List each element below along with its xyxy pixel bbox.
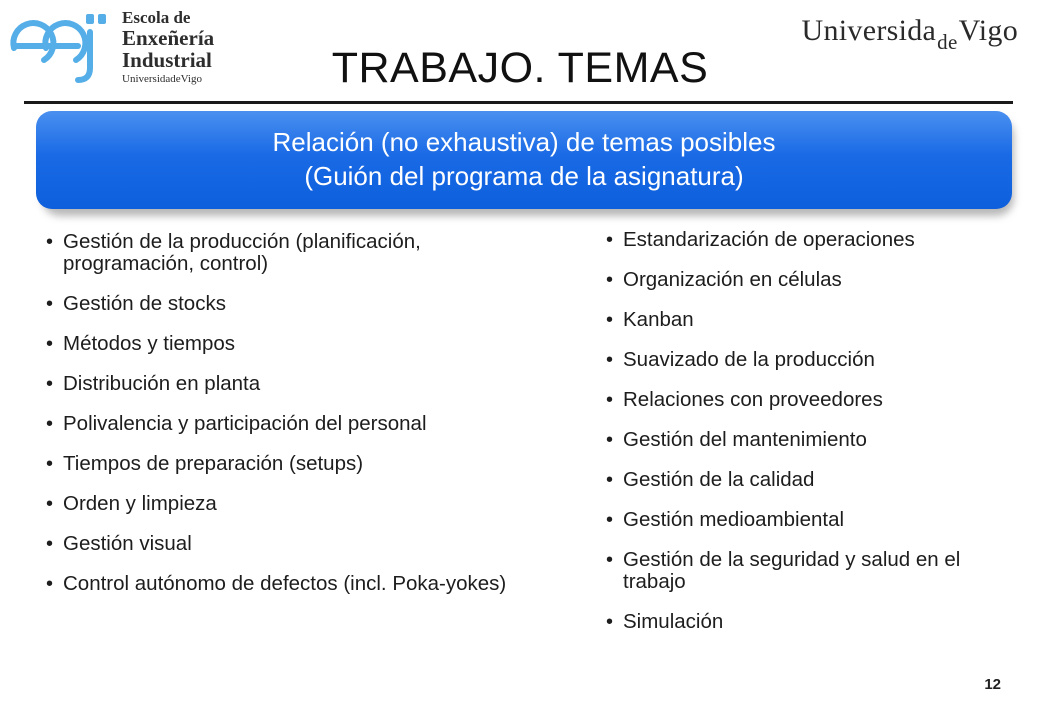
university-logo-part3: Vigo <box>958 14 1018 47</box>
topic-item <box>606 308 1013 331</box>
bullet-icon: • <box>46 293 54 315</box>
topic-text: Organización en células <box>623 268 842 291</box>
topic-text: Gestión medioambiental <box>623 508 845 531</box>
topic-text: Distribución en planta <box>63 372 261 395</box>
school-logo-line2: Enxeñería <box>122 26 215 50</box>
topic-item <box>46 492 543 515</box>
topic-item <box>46 412 543 435</box>
bullet-icon: • <box>606 549 614 571</box>
topic-text: Control autónomo de defectos (incl. Poka-yokes) <box>63 572 507 595</box>
topic-text: Tiempos de preparación (setups) <box>63 452 364 475</box>
topic-item <box>46 230 543 275</box>
slide-title: TRABAJO. TEMAS <box>331 44 709 92</box>
topic-text: Gestión del mantenimiento <box>623 428 867 451</box>
topic-text: Relaciones con proveedores <box>623 388 883 411</box>
topic-text: Gestión de la seguridad y salud en el trabajo <box>623 548 961 593</box>
topic-item <box>606 428 1013 451</box>
school-logo-line4: UniversidadeVigo <box>122 73 202 85</box>
topic-item <box>46 572 543 595</box>
bullet-icon: • <box>46 533 54 555</box>
school-logo-line1: Escola de <box>122 8 191 27</box>
topic-item <box>606 228 1013 251</box>
bullet-icon: • <box>606 269 614 291</box>
university-logo-part1: Universida <box>801 14 937 47</box>
bullet-icon: • <box>46 373 54 395</box>
topic-item <box>46 452 543 475</box>
topic-item <box>606 508 1013 531</box>
bullet-icon: • <box>46 573 54 595</box>
topic-item <box>606 468 1013 491</box>
bullet-icon: • <box>606 389 614 411</box>
topic-item <box>606 348 1013 371</box>
topic-text: Estandarización de operaciones <box>623 228 915 251</box>
topic-item <box>46 332 543 355</box>
topic-item <box>606 610 1013 633</box>
topic-text: Polivalencia y participación del personal <box>63 412 427 435</box>
bullet-icon: • <box>606 509 614 531</box>
right-topic-list <box>606 228 1013 651</box>
bullet-icon: • <box>606 469 614 491</box>
topic-text: Gestión de la producción (planificación, programación, control) <box>63 230 421 275</box>
bullet-icon: • <box>606 309 614 331</box>
title-divider <box>24 101 1013 104</box>
bullet-icon: • <box>606 349 614 371</box>
bullet-icon: • <box>46 413 54 435</box>
topic-text: Orden y limpieza <box>63 492 217 515</box>
topic-item <box>606 388 1013 411</box>
university-logo <box>801 14 1018 54</box>
bullet-icon: • <box>606 429 614 451</box>
bullet-icon: • <box>606 611 614 633</box>
topic-text: Métodos y tiempos <box>63 332 236 355</box>
banner-line2: (Guión del programa de la asignatura) <box>304 161 744 191</box>
topic-text: Gestión visual <box>63 532 192 555</box>
bullet-icon: • <box>46 231 54 253</box>
topic-item <box>46 532 543 555</box>
bullet-icon: • <box>46 493 54 515</box>
left-topic-list <box>46 230 543 613</box>
school-logo-line3: Industrial <box>122 48 212 72</box>
topic-item <box>606 268 1013 291</box>
bullet-icon: • <box>46 453 54 475</box>
bullet-icon: • <box>46 333 54 355</box>
banner-line1: Relación (no exhaustiva) de temas posibles <box>272 127 776 157</box>
page-number: 12 <box>984 676 1001 693</box>
topic-text: Kanban <box>623 308 694 331</box>
topic-text: Gestión de stocks <box>63 292 226 315</box>
topic-item <box>606 548 1013 593</box>
topics-banner <box>36 111 1012 209</box>
topic-item <box>46 372 543 395</box>
university-logo-part2: de <box>937 30 958 54</box>
topic-text: Simulación <box>623 610 724 633</box>
topic-item <box>46 292 543 315</box>
topic-text: Suavizado de la producción <box>623 348 875 371</box>
bullet-icon: • <box>606 229 614 251</box>
topic-text: Gestión de la calidad <box>623 468 815 491</box>
